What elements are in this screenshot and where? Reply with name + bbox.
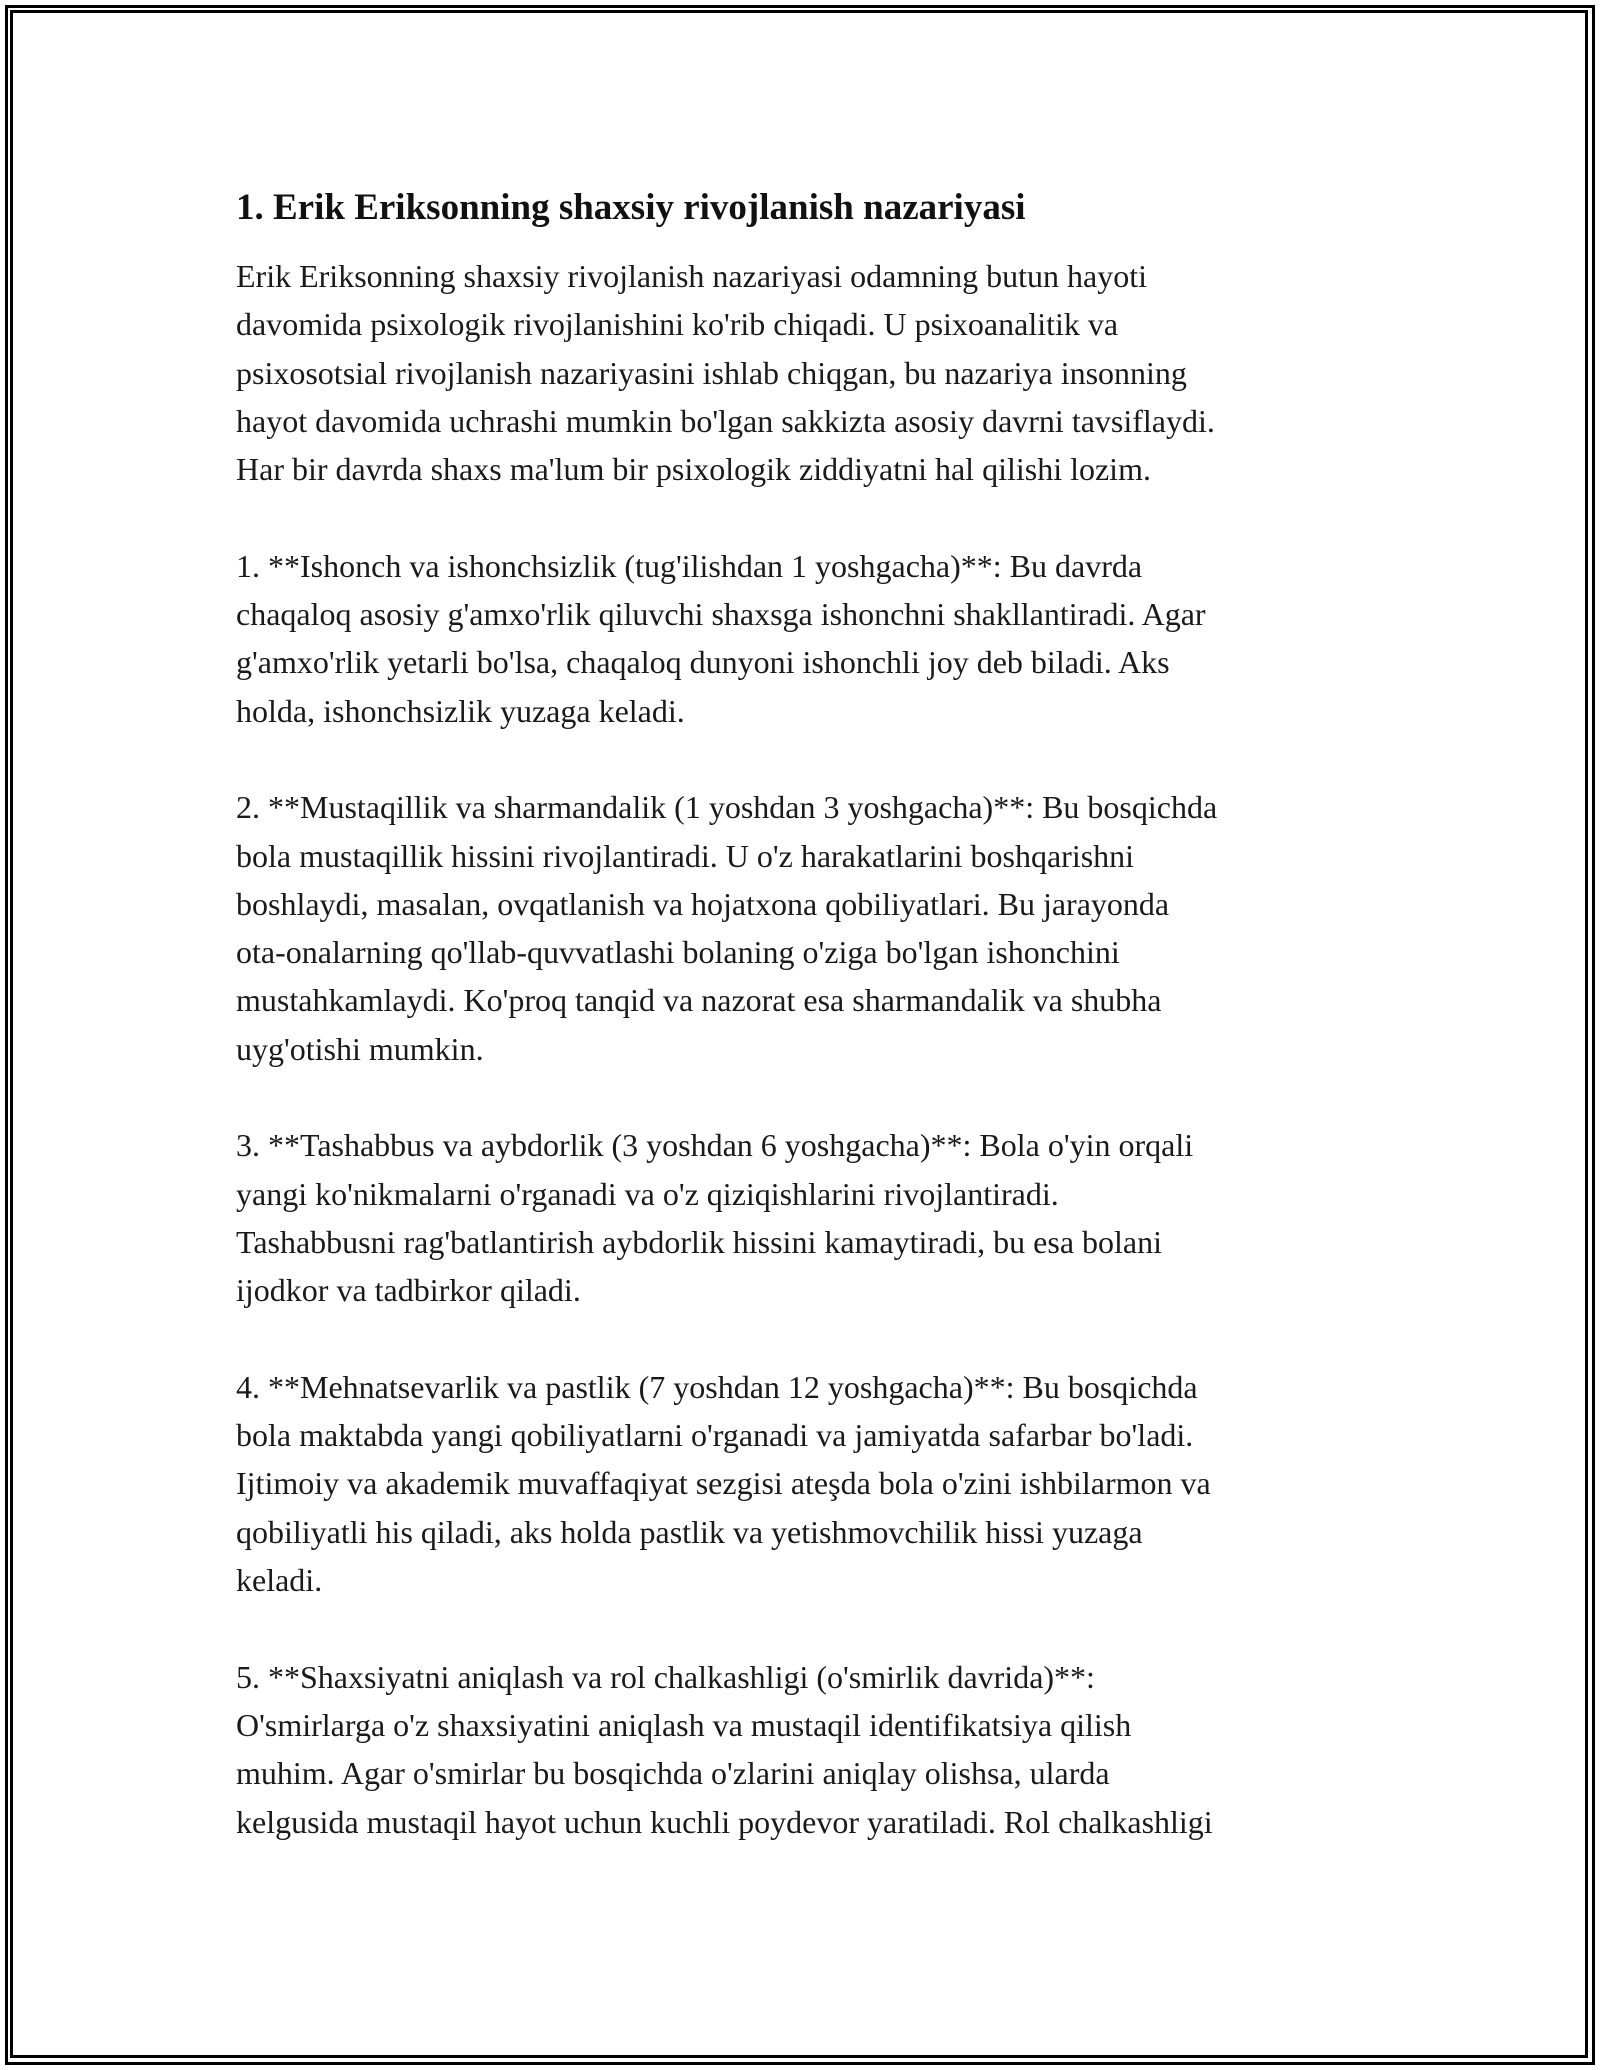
text-line: g'amxo'rlik yetarli bo'lsa, chaqaloq dunyoni ishonchli joy deb biladi. Aks	[236, 644, 1170, 681]
text-line: 4. **Mehnatsevarlik va pastlik (7 yoshdan 12 yoshgacha)**: Bu bosqichda	[236, 1368, 1198, 1405]
paragraph	[236, 783, 1376, 1073]
document-body	[236, 184, 1376, 1894]
text-line: 3. **Tashabbus va aybdorlik (3 yoshdan 6 yoshgacha)**: Bola o'yin orqali	[236, 1127, 1194, 1164]
paragraph	[236, 1363, 1376, 1604]
paragraph	[236, 252, 1376, 493]
text-line: holda, ishonchsizlik yuzaga keladi.	[236, 692, 685, 729]
text-line: bola mustaqillik hissini rivojlantiradi. U o'z harakatlarini boshqarishni	[236, 837, 1135, 874]
paragraph-list	[236, 252, 1376, 1846]
text-line: 1. **Ishonch va ishonchsizlik (tug'ilishdan 1 yoshgacha)**: Bu davrda	[236, 547, 1143, 584]
text-line: kelgusida mustaqil hayot uchun kuchli poydevor yaratiladi. Rol chalkashligi	[236, 1803, 1213, 1840]
text-line: O'smirlarga o'z shaxsiyatini aniqlash va mustaqil identifikatsiya qilish	[236, 1706, 1132, 1743]
text-line: boshlaydi, masalan, ovqatlanish va hojatxona qobiliyatlari. Bu jarayonda	[236, 885, 1170, 922]
text-line: Har bir davrda shaxs ma'lum bir psixologik ziddiyatni hal qilishi lozim.	[236, 451, 1151, 488]
text-line: yangi ko'nikmalarni o'rganadi va o'z qiziqishlarini rivojlantiradi.	[236, 1175, 1059, 1212]
paragraph	[236, 542, 1376, 735]
text-line: 5. **Shaxsiyatni aniqlash va rol chalkashligi (o'smirlik davrida)**:	[236, 1658, 1095, 1695]
text-line: Erik Eriksonning shaxsiy rivojlanish nazariyasi odamning butun hayoti	[236, 258, 1147, 294]
text-line: hayot davomida uchrashi mumkin bo'lgan sakkizta asosiy davrni tavsiflaydi.	[236, 402, 1215, 439]
text-line: ijodkor va tadbirkor qiladi.	[236, 1272, 581, 1309]
text-line: ota-onalarning qo'llab-quvvatlashi bolaning o'ziga bo'lgan ishonchini	[236, 934, 1120, 971]
text-line: Ijtimoiy va akademik muvaffaqiyat sezgisi ateşda bola o'zini ishbilarmon va	[236, 1465, 1211, 1502]
text-line: bola maktabda yangi qobiliyatlarni o'rganadi va jamiyatda safarbar bo'ladi.	[236, 1417, 1194, 1454]
text-line: keladi.	[236, 1562, 323, 1599]
text-line: davomida psixologik rivojlanishini ko'rib chiqadi. U psixoanalitik va	[236, 306, 1119, 343]
text-line: mustahkamlaydi. Ko'proq tanqid va nazorat esa sharmandalik va shubha	[236, 982, 1162, 1019]
text-line: uyg'otishi mumkin.	[236, 1030, 484, 1067]
text-line: chaqaloq asosiy g'amxo'rlik qiluvchi shaxsga ishonchni shakllantiradi. Agar	[236, 596, 1206, 633]
document-heading: 1. Erik Eriksonning shaxsiy rivojlanish nazariyasi	[236, 187, 1026, 228]
paragraph	[236, 1653, 1376, 1846]
text-line: psixosotsial rivojlanish nazariyasini ishlab chiqgan, bu nazariya insonning	[236, 354, 1187, 391]
paragraph	[236, 1121, 1376, 1314]
text-line: qobiliyatli his qiladi, aks holda pastlik va yetishmovchilik hissi yuzaga	[236, 1513, 1143, 1550]
text-line: muhim. Agar o'smirlar bu bosqichda o'zlarini aniqlay olishsa, ularda	[236, 1755, 1110, 1792]
text-line: 2. **Mustaqillik va sharmandalik (1 yoshdan 3 yoshgacha)**: Bu bosqichda	[236, 789, 1218, 826]
text-line: Tashabbusni rag'batlantirish aybdorlik hissini kamaytiradi, bu esa bolani	[236, 1223, 1162, 1260]
